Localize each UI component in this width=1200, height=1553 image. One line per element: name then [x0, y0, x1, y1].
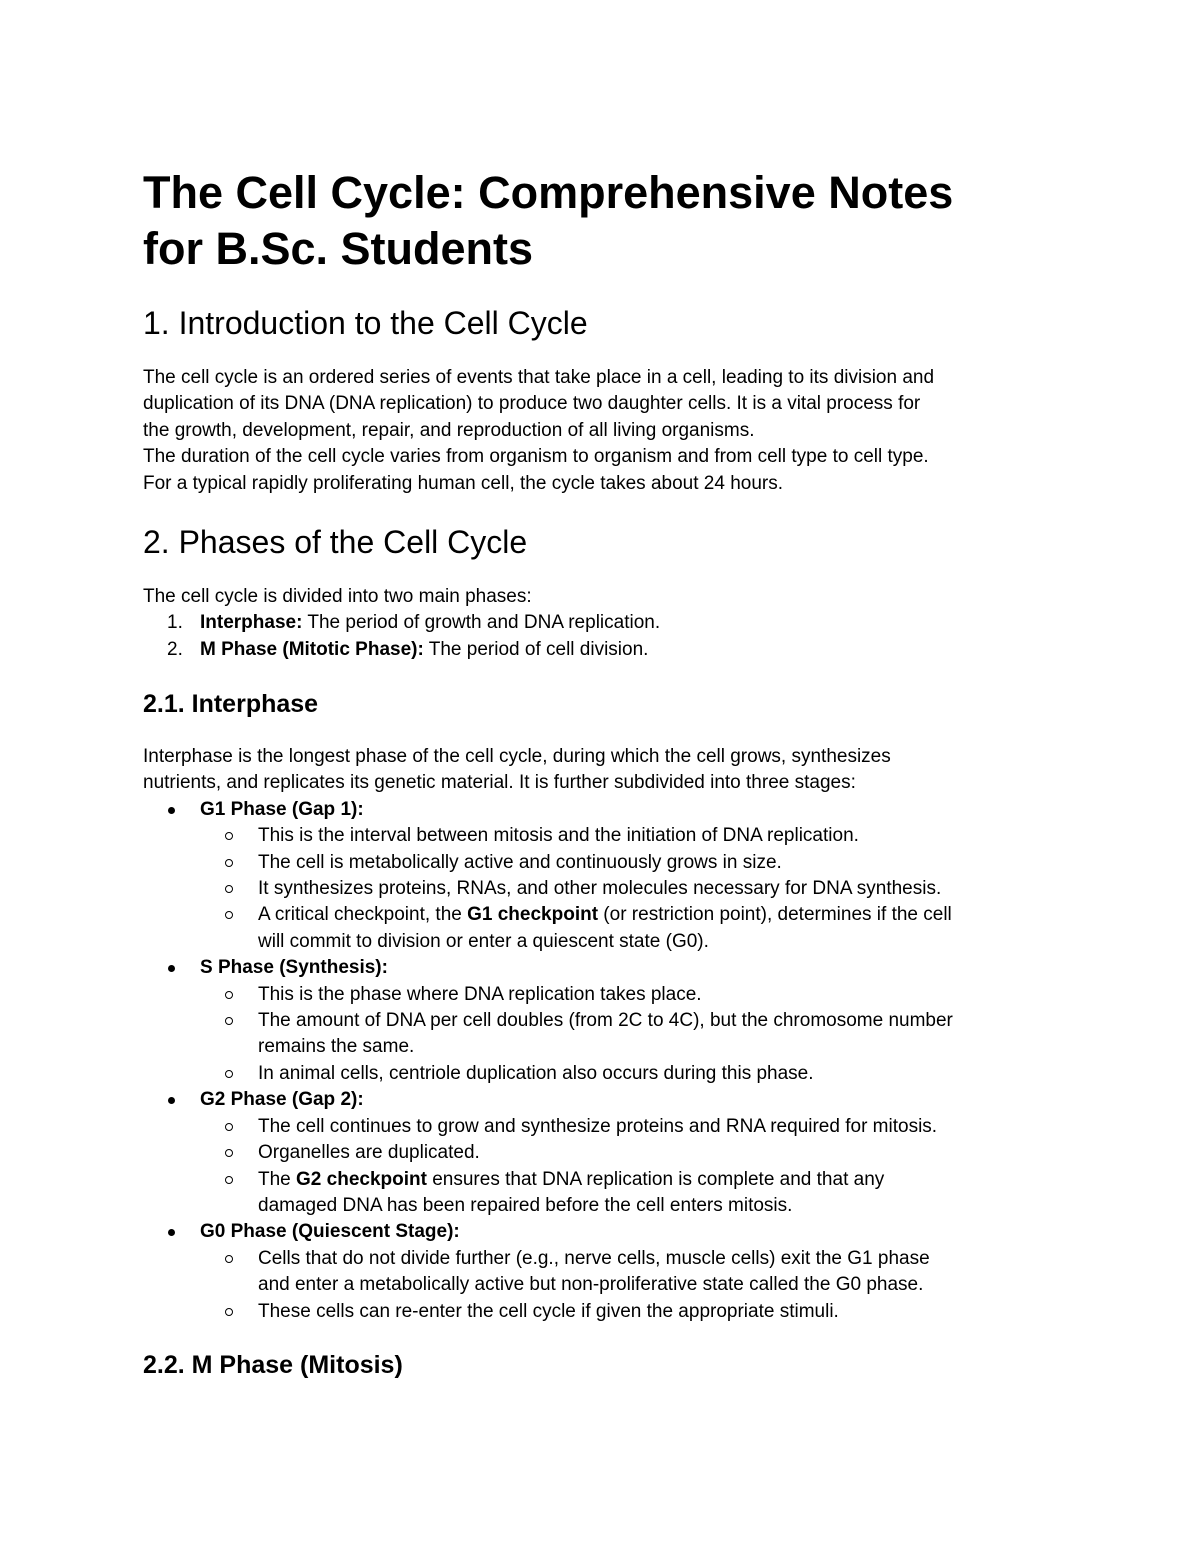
- sub-bullet: [143, 876, 1103, 902]
- bullet-text: This is the phase where DNA replication takes place.: [258, 983, 702, 1005]
- text-line: The cell cycle is an ordered series of events that take place in a cell, leading to its division and: [143, 367, 935, 388]
- phases-section: [143, 584, 1103, 663]
- sub-bullet: [143, 850, 1103, 876]
- item-label: Interphase:: [200, 612, 303, 634]
- circle-bullet-icon: [225, 1176, 233, 1184]
- circle-bullet-icon: [225, 885, 233, 893]
- bullet-text: The cell is metabolically active and continuously grows in size.: [258, 851, 782, 873]
- circle-bullet-icon: [225, 991, 233, 999]
- bullet-label: G1 Phase (Gap 1):: [200, 798, 364, 820]
- sub-bullet: [143, 1008, 1103, 1034]
- bullet-text: The amount of DNA per cell doubles (from 2C to 4C), but the chromosome number: [258, 1010, 953, 1032]
- bold-term: G2 checkpoint: [296, 1168, 427, 1190]
- item-number: 2.: [167, 638, 183, 660]
- item-label: M Phase (Mitotic Phase):: [200, 638, 424, 660]
- text-line: nutrients, and replicates its genetic material. It is further subdivided into three stages:: [143, 772, 856, 794]
- bullet-text: Cells that do not divide further (e.g., nerve cells, muscle cells) exit the G1 phase: [258, 1247, 930, 1269]
- sub-bullet: [143, 1114, 1103, 1140]
- title-line: for B.Sc. Students: [143, 223, 534, 274]
- text-line: the growth, development, repair, and reproduction of all living organisms.: [143, 419, 755, 441]
- paragraph-introduction: [143, 365, 1103, 497]
- circle-bullet-icon: [225, 1308, 233, 1316]
- text-line: The cell cycle is divided into two main phases:: [143, 586, 532, 607]
- circle-bullet-icon: [225, 832, 233, 840]
- bullet-text: These cells can re-enter the cell cycle if given the appropriate stimuli.: [258, 1300, 839, 1322]
- bullet-label: S Phase (Synthesis):: [200, 957, 388, 979]
- sub-bullet: [143, 1167, 1103, 1193]
- text-line: For a typical rapidly proliferating human cell, the cycle takes about 24 hours.: [143, 472, 783, 494]
- heading-introduction: 1. Introduction to the Cell Cycle: [143, 305, 588, 341]
- numbered-item: [143, 610, 1103, 636]
- text-line: The duration of the cell cycle varies from organism to organism and from cell type to cell type.: [143, 446, 929, 468]
- title-line: The Cell Cycle: Comprehensive Notes: [143, 167, 954, 218]
- text-line: Interphase is the longest phase of the cell cycle, during which the cell grows, synthesizes: [143, 746, 891, 767]
- bullet-g0-phase: [143, 1219, 1103, 1245]
- circle-bullet-icon: [225, 1123, 233, 1131]
- item-number: 1.: [167, 612, 183, 634]
- sub-bullet: [143, 1061, 1103, 1087]
- bullet-text: In animal cells, centriole duplication also occurs during this phase.: [258, 1062, 814, 1084]
- bullet-text: (or restriction point), determines if the cell: [598, 904, 952, 926]
- bullet-text: The cell continues to grow and synthesize proteins and RNA required for mitosis.: [258, 1115, 938, 1137]
- sub-bullet: [143, 982, 1103, 1008]
- text-line: duplication of its DNA (DNA replication) to produce two daughter cells. It is a vital process for: [143, 393, 921, 415]
- item-text: The period of growth and DNA replication.: [302, 612, 661, 634]
- sub-bullet: [143, 1299, 1103, 1325]
- circle-bullet-icon: [225, 859, 233, 867]
- bold-term: G1 checkpoint: [467, 904, 599, 926]
- circle-bullet-icon: [225, 1149, 233, 1157]
- bullet-continuation: remains the same.: [258, 1036, 415, 1058]
- interphase-section: [143, 744, 1103, 1325]
- bullet-g1-phase: [143, 797, 1103, 823]
- heading-phases: 2. Phases of the Cell Cycle: [143, 524, 528, 560]
- circle-bullet-icon: [225, 1255, 233, 1263]
- bullet-text: Organelles are duplicated.: [258, 1142, 480, 1164]
- sub-bullet: [143, 823, 1103, 849]
- bullet-label: G0 Phase (Quiescent Stage):: [200, 1221, 460, 1243]
- bullet-continuation: and enter a metabolically active but non-proliferative state called the G0 phase.: [258, 1274, 924, 1296]
- item-text: The period of cell division.: [423, 638, 649, 660]
- circle-bullet-icon: [225, 911, 233, 919]
- bullet-text: A critical checkpoint, the: [258, 904, 468, 926]
- sub-bullet: [143, 1246, 1103, 1272]
- numbered-item: [143, 637, 1103, 663]
- bullet-continuation: damaged DNA has been repaired before the cell enters mitosis.: [258, 1194, 793, 1216]
- sub-bullet: [143, 902, 1103, 928]
- bullet-label: G2 Phase (Gap 2):: [200, 1089, 364, 1111]
- document-title: [143, 165, 1103, 277]
- sub-bullet: [143, 1140, 1103, 1166]
- circle-bullet-icon: [225, 1070, 233, 1078]
- bullet-g2-phase: [143, 1087, 1103, 1113]
- heading-m-phase: 2.2. M Phase (Mitosis): [143, 1351, 403, 1379]
- bullet-text: This is the interval between mitosis and the initiation of DNA replication.: [258, 825, 859, 847]
- heading-interphase: 2.1. Interphase: [143, 690, 319, 718]
- bullet-text: It synthesizes proteins, RNAs, and other molecules necessary for DNA synthesis.: [258, 878, 942, 900]
- bullet-s-phase: [143, 955, 1103, 981]
- bullet-continuation: will commit to division or enter a quiescent state (G0).: [258, 930, 709, 952]
- bullet-text: ensures that DNA replication is complete and that any: [426, 1168, 885, 1190]
- bullet-text: The: [258, 1168, 297, 1190]
- circle-bullet-icon: [225, 1017, 233, 1025]
